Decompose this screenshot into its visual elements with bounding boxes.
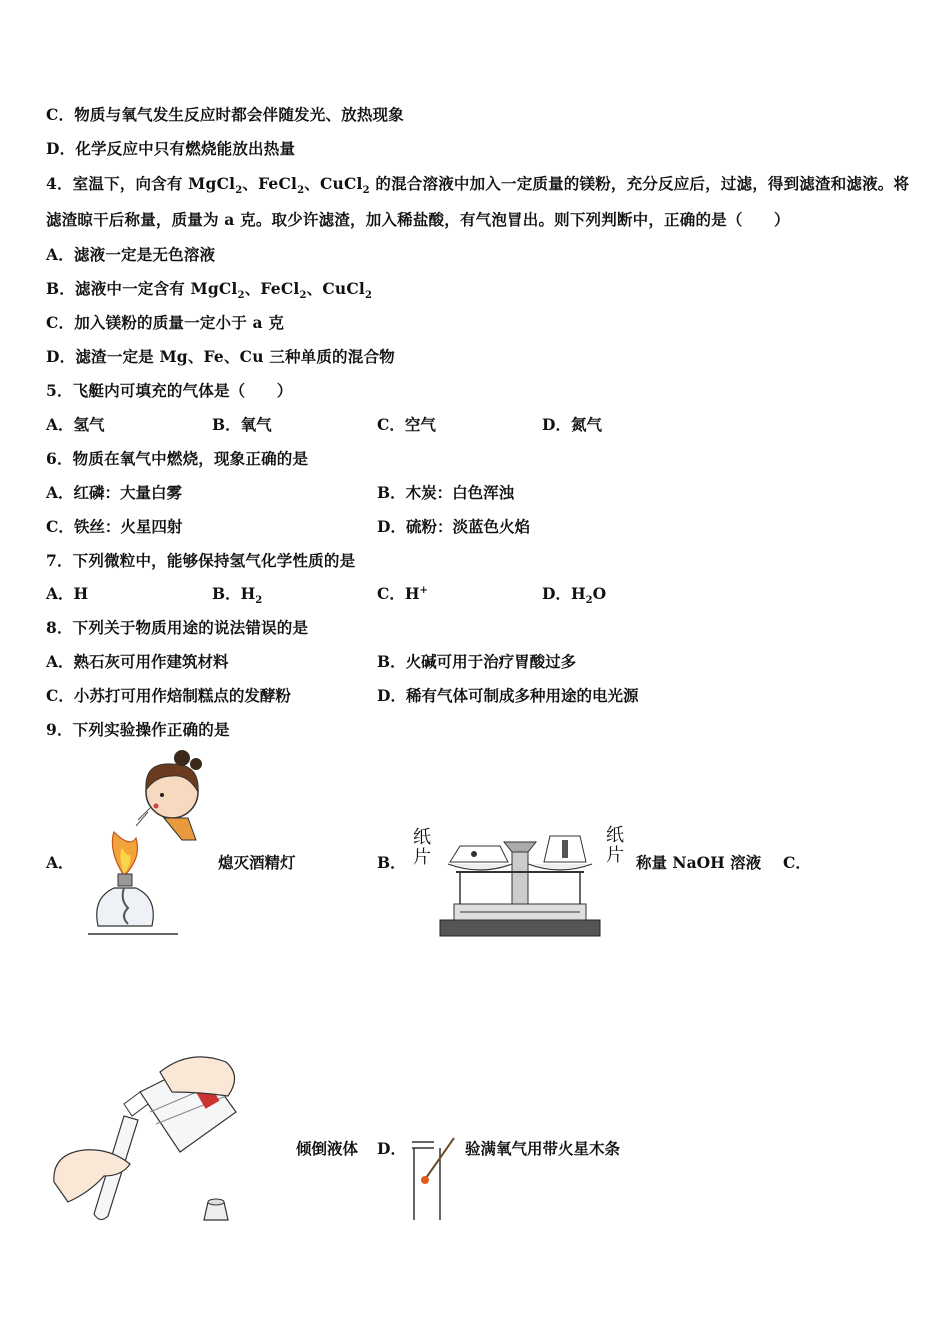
paper-label-right: 纸片: [606, 825, 624, 866]
q8-option-c: C．小苏打可用作焙制糕点的发酵粉: [46, 686, 291, 705]
q7-option-c-text: C．H: [377, 584, 420, 603]
q5-option-b: B．氧气: [212, 415, 272, 434]
q4-stem-text: 4．室温下，向含有 MgCl: [46, 174, 236, 193]
q6-stem: 6．物质在氧气中燃烧，现象正确的是: [46, 449, 309, 468]
q6-option-a: A．红磷：大量白雾: [46, 483, 183, 502]
balance-scale-illustration: [430, 820, 610, 944]
q4-stem-line2: 滤渣晾干后称量，质量为 a 克。取少许滤渣，加入稀盐酸，有气泡冒出。则下列判断中，正确的是（ ）: [46, 210, 790, 229]
q6-option-b: B．木炭：白色浑浊: [377, 483, 515, 502]
q9-option-b-text: 称量 NaOH 溶液: [636, 853, 762, 872]
q7-stem: 7．下列微粒中，能够保持氢气化学性质的是: [46, 551, 356, 570]
q5-option-d: D．氮气: [542, 415, 602, 434]
q3-option-d: D．化学反应中只有燃烧能放出热量: [46, 139, 296, 158]
q8-option-b: B．火碱可用于治疗胃酸过多: [377, 652, 577, 671]
q9-option-b-letter: B．: [377, 853, 406, 872]
q3-option-c: C．物质与氧气发生反应时都会伴随发光、放热现象: [46, 105, 404, 124]
subscript: 2: [235, 185, 243, 197]
q4-stem-text: 、FeCl: [242, 174, 298, 193]
q7-option-d-text: O: [592, 584, 607, 603]
q7-option-b-text: B．H: [212, 584, 256, 603]
superscript: +: [419, 584, 428, 596]
q4-option-c: C．加入镁粉的质量一定小于 a 克: [46, 313, 285, 332]
alcohol-lamp-illustration: [84, 750, 214, 940]
q7-option-c: [377, 582, 428, 604]
subscript: 2: [364, 290, 373, 302]
q9-option-d-text: 验满氧气用带火星木条: [465, 1139, 621, 1158]
q7-option-a: A．H: [46, 584, 89, 603]
q4-option-b-text: 、FeCl: [244, 279, 300, 298]
subscript: 2: [255, 595, 263, 607]
subscript: 2: [237, 290, 245, 302]
q9-option-d-letter: D．: [377, 1139, 406, 1158]
q5-option-a: A．氢气: [46, 415, 105, 434]
q5-option-c: C．空气: [377, 415, 436, 434]
q7-option-d-text: D．H: [542, 584, 586, 603]
subscript: 2: [297, 185, 305, 197]
subscript: 2: [362, 185, 370, 197]
q4-option-d: D．滤渣一定是 Mg、Fe、Cu 三种单质的混合物: [46, 347, 395, 366]
q9-option-c-text: 倾倒液体: [296, 1139, 359, 1158]
q8-option-d: D．稀有气体可制成多种用途的电光源: [377, 686, 639, 705]
q9-stem: 9．下列实验操作正确的是: [46, 720, 230, 739]
q4-option-b-text: B．滤液中一定含有 MgCl: [46, 279, 238, 298]
q4-option-b-text: 、CuCl: [306, 279, 365, 298]
q7-option-b: [212, 582, 262, 606]
q7-option-d: [542, 582, 606, 606]
paper-label-left: 纸片: [413, 827, 431, 868]
q4-option-b: [46, 277, 372, 301]
q8-stem: 8．下列关于物质用途的说法错误的是: [46, 618, 309, 637]
oxygen-test-illustration: [404, 1134, 462, 1224]
q6-option-d: D．硫粉：淡蓝色火焰: [377, 517, 530, 536]
q8-option-a: A．熟石灰可用作建筑材料: [46, 652, 229, 671]
q4-stem-text: 的混合溶液中加入一定质量的镁粉，充分反应后，过滤，得到滤渣和滤液。将: [369, 174, 910, 193]
q9-option-a-text: 熄灭酒精灯: [218, 853, 296, 872]
q4-stem-text: 、CuCl: [304, 174, 363, 193]
q6-option-c: C．铁丝：火星四射: [46, 517, 183, 536]
subscript: 2: [585, 595, 593, 607]
q9-option-a-letter: A．: [46, 853, 74, 872]
q9-option-c-letter: C．: [783, 853, 811, 872]
q4-stem-line1: [46, 172, 909, 196]
q5-stem: 5．飞艇内可填充的气体是（ ）: [46, 381, 293, 400]
subscript: 2: [299, 290, 307, 302]
pouring-liquid-illustration: [50, 1052, 246, 1224]
q4-option-a: A．滤液一定是无色溶液: [46, 245, 216, 264]
